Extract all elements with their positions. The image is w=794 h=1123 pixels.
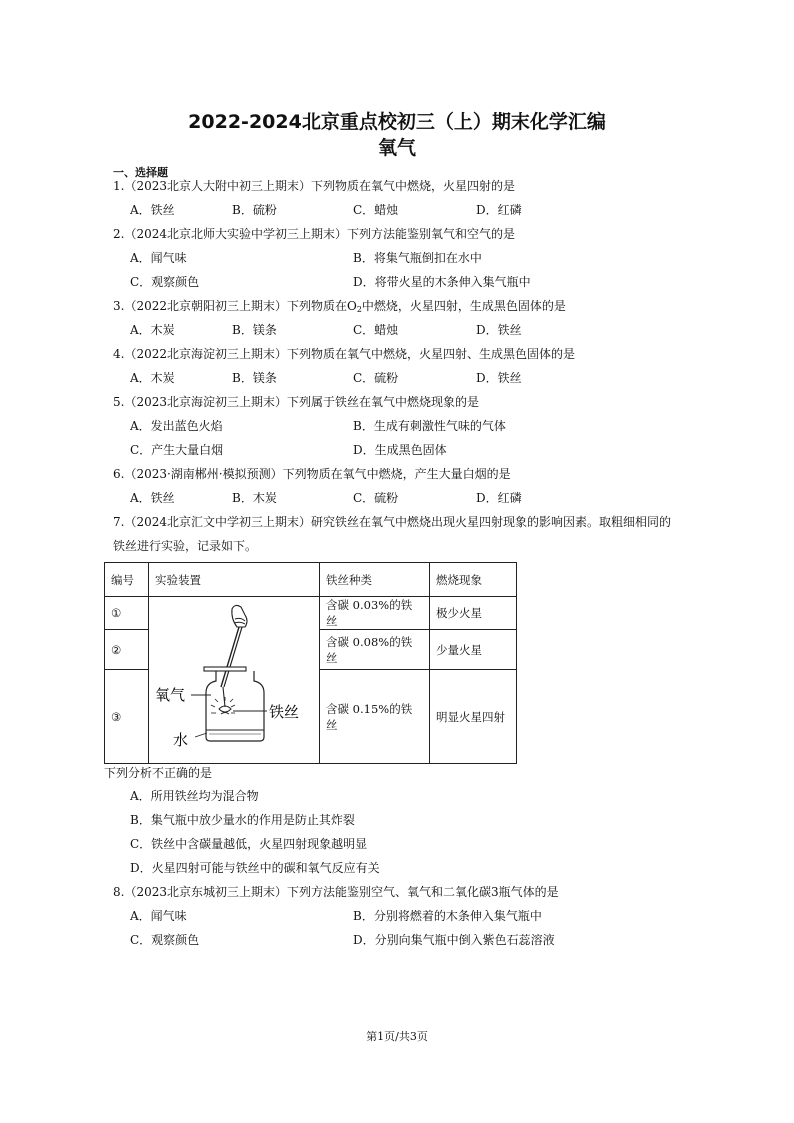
row-id: ② <box>105 630 149 670</box>
page-subtitle: 氧气 <box>377 137 416 159</box>
question-5-text: 5.（2023北京海淀初三上期末）下列属于铁丝在氧气中燃烧现象的是 <box>113 395 479 409</box>
section-heading: 一、选择题 <box>113 166 168 179</box>
table-header-phenomenon: 燃烧现象 <box>430 563 517 597</box>
q6-option-d[interactable]: D．红磷 <box>476 491 522 505</box>
row-id: ③ <box>105 670 149 764</box>
q3-option-c[interactable]: C．蜡烛 <box>353 323 399 337</box>
row-wire-type: 含碳 0.03%的铁丝 <box>320 597 430 630</box>
page-title: 2022-2024北京重点校初三（上）期末化学汇编 <box>188 111 606 133</box>
q2-option-d[interactable]: D．将带火星的木条伸入集气瓶中 <box>353 275 531 289</box>
q7-option-c[interactable]: C．铁丝中含碳量越低，火星四射现象越明显 <box>130 837 368 851</box>
row-wire-type: 含碳 0.15%的铁丝 <box>320 670 430 764</box>
row-result: 明显火星四射 <box>430 670 517 764</box>
table-header-apparatus: 实验装置 <box>149 563 320 597</box>
label-oxygen: 氧气 <box>155 686 186 704</box>
apparatus-diagram <box>149 597 319 763</box>
apparatus-diagram-cell <box>149 597 320 764</box>
question-1-text: 1.（2023北京人大附中初三上期末）下列物质在氧气中燃烧，火星四射的是 <box>113 179 515 193</box>
page-footer: 第1页/共3页 <box>366 1030 428 1043</box>
table-header-wire-type: 铁丝种类 <box>320 563 430 597</box>
q1-option-b[interactable]: B．硫粉 <box>232 203 277 217</box>
question-4-text: 4.（2022北京海淀初三上期末）下列物质在氧气中燃烧，火星四射、生成黑色固体的是 <box>113 347 575 361</box>
row-wire-type: 含碳 0.08%的铁丝 <box>320 630 430 670</box>
q6-option-a[interactable]: A．铁丝 <box>130 491 175 505</box>
q4-option-a[interactable]: A．木炭 <box>130 371 175 385</box>
q3-option-b[interactable]: B．镁条 <box>232 323 277 337</box>
row-result: 极少火星 <box>430 597 517 630</box>
q4-option-c[interactable]: C．硫粉 <box>353 371 399 385</box>
question-6-text: 6.（2023·湖南郴州·模拟预测）下列物质在氧气中燃烧，产生大量白烟的是 <box>113 467 511 481</box>
q8-option-b[interactable]: B．分别将燃着的木条伸入集气瓶中 <box>353 909 542 923</box>
label-iron-wire: 铁丝 <box>269 703 300 721</box>
row-result: 少量火星 <box>430 630 517 670</box>
question-7-text-line1: 7.（2024北京汇文中学初三上期末）研究铁丝在氧气中燃烧出现火星四射现象的影响因素。取粗细相同的 <box>113 515 671 529</box>
q7-option-b[interactable]: B．集气瓶中放少量水的作用是防止其炸裂 <box>130 813 355 827</box>
q7-option-d[interactable]: D．火星四射可能与铁丝中的碳和氧气反应有关 <box>130 861 380 875</box>
q2-option-b[interactable]: B．将集气瓶倒扣在水中 <box>353 251 482 265</box>
q6-option-b[interactable]: B．木炭 <box>232 491 277 505</box>
q1-option-d[interactable]: D．红磷 <box>476 203 522 217</box>
label-water: 水 <box>173 731 189 749</box>
q1-option-a[interactable]: A．铁丝 <box>130 203 175 217</box>
question-3-text: 3.（2022北京朝阳初三上期末）下列物质在$O_2$中燃烧，火星四射，生成黑色固体的是 <box>113 299 566 314</box>
q5-option-c[interactable]: C．产生大量白烟 <box>130 443 224 457</box>
q3-option-a[interactable]: A．木炭 <box>130 323 175 337</box>
glass-plate <box>204 667 246 671</box>
spark-icon <box>211 697 235 713</box>
experiment-table <box>104 562 517 764</box>
table-header-id: 编号 <box>105 563 149 597</box>
q7-option-a[interactable]: A．所用铁丝均为混合物 <box>130 789 259 803</box>
question-7-text-line2: 铁丝进行实验，记录如下。 <box>113 539 258 553</box>
q2-option-a[interactable]: A．闻气味 <box>130 251 187 265</box>
q8-option-d[interactable]: D．分别向集气瓶中倒入紫色石蕊溶液 <box>353 933 555 947</box>
question-2-text: 2.（2024北京北师大实验中学初三上期末）下列方法能鉴别氧气和空气的是 <box>113 227 515 241</box>
q5-option-b[interactable]: B．生成有刺激性气味的气体 <box>353 419 506 433</box>
q2-option-c[interactable]: C．观察颜色 <box>130 275 200 289</box>
q6-option-c[interactable]: C．硫粉 <box>353 491 399 505</box>
q4-option-b[interactable]: B．镁条 <box>232 371 277 385</box>
table-row <box>105 597 517 630</box>
q1-option-c[interactable]: C．蜡烛 <box>353 203 399 217</box>
q8-option-a[interactable]: A．闻气味 <box>130 909 187 923</box>
question-7-prompt: 下列分析不正确的是 <box>104 766 213 780</box>
q5-option-d[interactable]: D．生成黑色固体 <box>353 443 447 457</box>
q4-option-d[interactable]: D．铁丝 <box>476 371 522 385</box>
q8-option-c[interactable]: C．观察颜色 <box>130 933 200 947</box>
q3-option-d[interactable]: D．铁丝 <box>476 323 522 337</box>
iron-wire <box>221 627 239 687</box>
question-8-text: 8.（2023北京东城初三上期末）下列方法能鉴别空气、氧气和二氧化碳3瓶气体的是 <box>113 885 559 899</box>
row-id: ① <box>105 597 149 630</box>
q5-option-a[interactable]: A．发出蓝色火焰 <box>130 419 223 433</box>
